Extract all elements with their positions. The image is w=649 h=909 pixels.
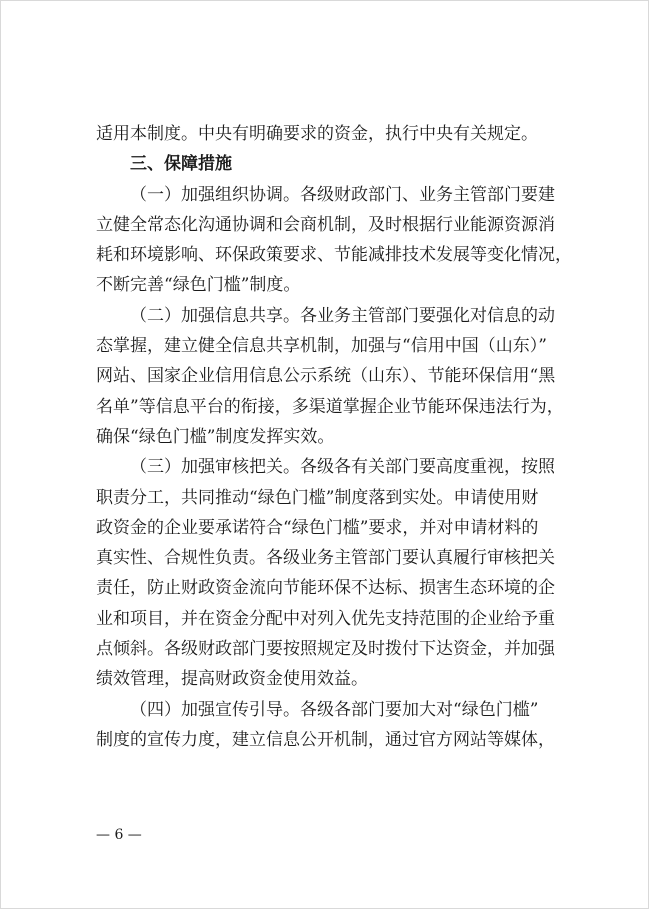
body-line: 网站、国家企业信用信息公示系统（山东）、节能环保信用“黑 [96, 366, 556, 387]
body-line: 制度的宣传力度，建立信息公开机制，通过官方网站等媒体， [96, 729, 555, 750]
body-line: 耗和环境影响、环保政策要求、节能减排技术发展等变化情况， [96, 245, 572, 266]
document-body [96, 119, 572, 755]
body-line: 政资金的企业要承诺符合“绿色门槛”要求，并对申请材料的 [96, 517, 539, 538]
body-line: 不断完善“绿色门槛”制度。 [96, 275, 301, 296]
paragraph-first-line: （四）加强宣传引导。各级各部门要加大对“绿色门槛” [130, 699, 539, 720]
body-line: 点倾斜。各级财政部门要按照规定及时拨付下达资金，并加强 [96, 639, 555, 660]
body-line: 立健全常态化沟通协调和会商机制，及时根据行业能源资源消 [96, 214, 555, 235]
body-line: 业和项目，并在资金分配中对列入优先支持范围的企业给予重 [96, 608, 555, 629]
page-number: — 6 — [96, 827, 142, 843]
body-line: 确保“绿色门槛”制度发挥实效。 [96, 426, 335, 447]
paragraph-first-line: （三）加强审核把关。各级各有关部门要高度重视，按照 [130, 457, 555, 478]
section-heading: 三、保障措施 [130, 154, 232, 175]
body-line: 真实性、合规性负责。各级业务主管部门要认真履行审核把关 [96, 548, 555, 569]
paragraph-first-line: （一）加强组织协调。各级财政部门、业务主管部门要建 [130, 184, 555, 205]
body-line: 职责分工，共同推动“绿色门槛”制度落到实处。申请使用财 [96, 487, 539, 508]
body-line: 适用本制度。中央有明确要求的资金，执行中央有关规定。 [96, 124, 538, 144]
body-line: 态掌握，建立健全信息共享机制，加强与“信用中国（山东）” [96, 336, 547, 357]
body-line: 绩效管理，提高财政资金使用效益。 [96, 669, 368, 690]
body-line: 名单”等信息平台的衔接，多渠道掌握企业节能环保违法行为， [96, 396, 564, 417]
paragraph-first-line: （二）加强信息共享。各业务主管部门要强化对信息的动 [130, 305, 555, 326]
body-line: 责任，防止财政资金流向节能环保不达标、损害生态环境的企 [96, 578, 555, 599]
